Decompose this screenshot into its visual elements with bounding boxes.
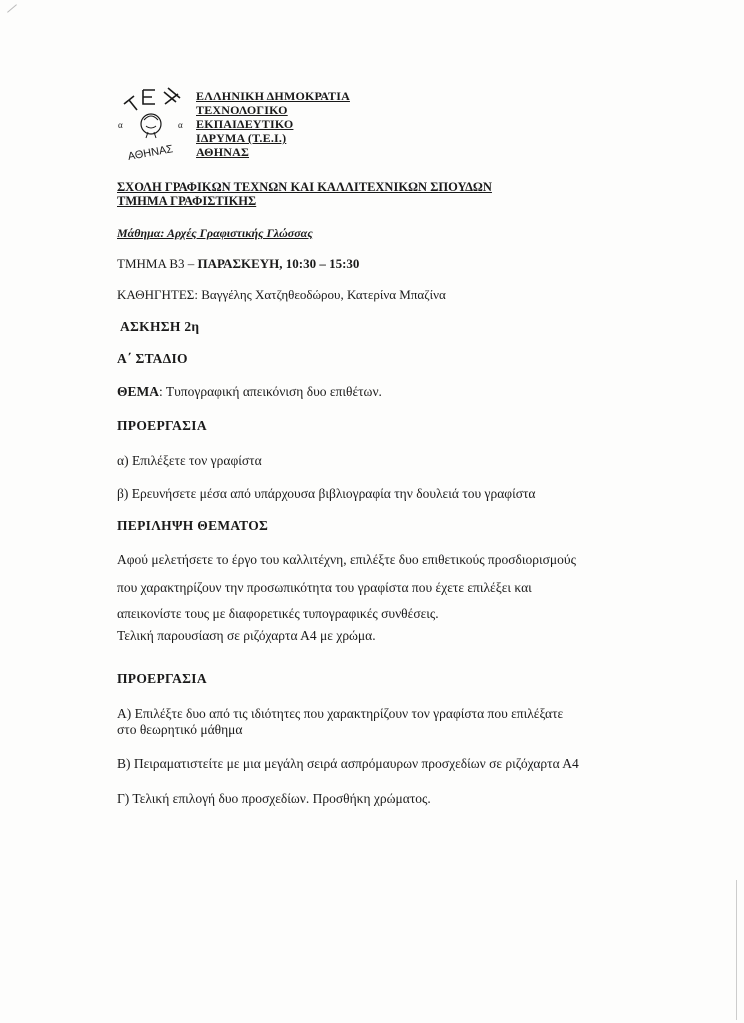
prework2-item-c: Γ) Τελική επιλογή δυο προσχεδίων. Προσθήκη χρώματος.: [117, 791, 431, 806]
exercise-title: ΑΣΚΗΣΗ 2η: [120, 319, 200, 334]
prework2-item-b: Β) Πειραματιστείτε με μια μεγάλη σειρά ασπρόμαυρων προσχεδίων σε ριζόχαρτα Α4: [117, 756, 579, 771]
summary-line-1: Αφού μελετήσετε το έργο του καλλιτέχνη, επιλέξτε δυο επιθετικούς προσδιορισμούς: [117, 552, 576, 567]
school-name: ΣΧΟΛΗ ΓΡΑΦΙΚΩΝ ΤΕΧΝΩΝ ΚΑΙ ΚΑΛΛΙΤΕΧΝΙΚΩΝ ΣΠΟΥΔΩΝ: [117, 180, 492, 194]
summary-line-2: που χαρακτηρίζουν την προσωπικότητα του γραφίστα που έχετε επιλέξει και: [117, 580, 532, 595]
summary-heading: ΠΕΡΙΛΗΨΗ ΘΕΜΑΤΟΣ: [117, 518, 269, 533]
tei-athens-logo: [110, 82, 192, 164]
summary-line-4: Τελική παρουσίαση σε ριζόχαρτα Α4 με χρώμα.: [117, 628, 376, 643]
institution-line-2: ΤΕΧΝΟΛΟΓΙΚΟ: [196, 103, 288, 117]
department-name: ΤΜΗΜΑ ΓΡΑΦΙΣΤΙΚΗΣ: [117, 194, 257, 208]
theme: [117, 384, 382, 400]
prework-item-b: β) Ερευνήσετε μέσα από υπάρχουσα βιβλιογραφία την δουλειά του γραφίστα: [117, 486, 536, 501]
institution-line-1: ΕΛΛΗΝΙΚΗ ΔΗΜΟΚΡΑΤΙΑ: [196, 89, 350, 103]
schedule-prefix: ΤΜΗΜΑ Β3 –: [117, 256, 198, 271]
prework-heading-2: ΠΡΟΕΡΓΑΣΙΑ: [117, 671, 207, 686]
institution-line-5: ΑΘΗΝΑΣ: [196, 145, 250, 159]
theme-label: ΘΕΜΑ: [117, 384, 159, 399]
course-title: Μάθημα: Αρχές Γραφιστικής Γλώσσας: [117, 226, 313, 240]
schedule: [117, 256, 359, 272]
schedule-day-time: ΠΑΡΑΣΚΕΥΗ, 10:30 – 15:30: [197, 256, 360, 271]
teachers: ΚΑΘΗΓΗΤΕΣ: Βαγγέλης Χατζηθεοδώρου, Κατερίνα Μπαζίνα: [117, 287, 446, 302]
prework-item-a: α) Επιλέξετε τον γραφίστα: [117, 453, 262, 468]
summary-line-3: απεικονίστε τους με διαφορετικές τυπογραφικές συνθέσεις.: [117, 606, 439, 621]
logo-bottom-letters: ΑΘΗΝΑΣ: [126, 143, 175, 163]
prework2-item-a-line-1: Α) Επιλέξτε δυο από τις ιδιότητες που χαρακτηρίζουν τον γραφίστα που επιλέξατε: [117, 706, 564, 721]
scan-edge-mark: [736, 880, 737, 1020]
theme-text: : Τυπογραφική απεικόνιση δυο επιθέτων.: [159, 384, 382, 399]
prework-heading-1: ΠΡΟΕΡΓΑΣΙΑ: [117, 418, 207, 433]
logo-left-mark: α: [118, 120, 123, 130]
logo-right-mark: α: [178, 120, 183, 130]
stage-title: Α΄ ΣΤΑΔΙΟ: [117, 351, 188, 366]
prework2-item-a-line-2: στο θεωρητικό μάθημα: [117, 722, 243, 737]
scan-mark: [7, 4, 17, 12]
institution-line-4: ΙΔΡΥΜΑ (Τ.Ε.Ι.): [196, 131, 287, 145]
institution-line-3: ΕΚΠΑΙΔΕΥΤΙΚΟ: [196, 117, 294, 131]
